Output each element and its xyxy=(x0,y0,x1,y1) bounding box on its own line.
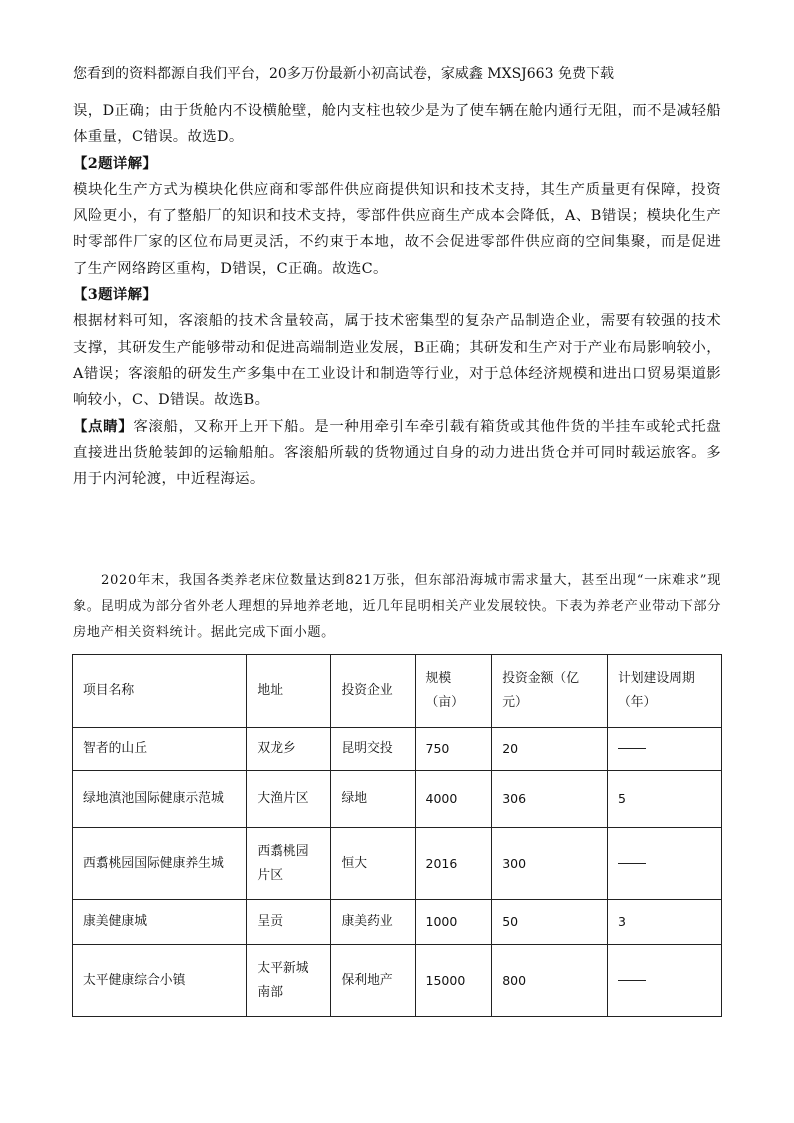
table-row xyxy=(73,900,722,945)
cell-scale: 2016 xyxy=(415,828,492,900)
cell-scale: 750 xyxy=(415,728,492,771)
cell-investment: 300 xyxy=(492,828,608,900)
table-header-row xyxy=(73,655,722,728)
cell-period xyxy=(607,828,721,900)
note-label: 【点睛】 xyxy=(73,417,134,435)
cell-address: 太平新城南部 xyxy=(247,945,331,1017)
dash-mark xyxy=(618,748,646,749)
note-text: 客滚船，又称开上开下船。是一种用牵引车牵引载有箱货或其他件货的半挂车或轮式托盘直接进出货舱装卸的运输船舶。客滚船所载的货物通过自身的动力进出货仓并可同时载运旅客。多用于内河轮渡，中近程海运。 xyxy=(73,418,721,488)
intro-paragraph: 2020年末，我国各类养老床位数量达到821万张，但东部沿海城市需求量大，甚至出现“一床难求”现象。昆明成为部分省外老人理想的异地养老地，近几年昆明相关产业发展较快。下表为养老产业带动下部分房地产相关资料统计。据此完成下面小题。 xyxy=(73,573,722,640)
header-address: 地址 xyxy=(247,655,331,728)
explanation-paragraph-2: 模块化生产方式为模块化供应商和零部件供应商提供知识和技术支持，其生产质量更有保障，投资风险更小，有了整船厂的知识和技术支持，零部件供应商生产成本会降低，A、B错误；模块化生产时零部件厂家的区位布局更灵活，不约束于本地，故不会促进零部件供应商的空间集聚，而是促进了生产网络跨区重构，D错误，C正确。故选C。 xyxy=(73,181,721,277)
cell-investment: 20 xyxy=(492,728,608,771)
download-notice: 您看到的资料都源自我们平台，20多万份最新小初高试卷，家威鑫 MXSJ663 免费下载 xyxy=(73,66,614,82)
table-row xyxy=(73,828,722,900)
question-2-heading: 【2题详解】 xyxy=(73,154,158,172)
header-investment: 投资金额（亿元） xyxy=(492,655,608,728)
cell-investor: 绿地 xyxy=(331,771,415,828)
cell-period xyxy=(607,945,721,1017)
cell-investor: 保利地产 xyxy=(331,945,415,1017)
cell-project-name: 西翥桃园国际健康养生城 xyxy=(73,828,247,900)
cell-scale: 1000 xyxy=(415,900,492,945)
header-scale: 规模（亩） xyxy=(415,655,492,728)
cell-project-name: 智者的山丘 xyxy=(73,728,247,771)
cell-project-name: 绿地滇池国际健康示范城 xyxy=(73,771,247,828)
cell-investment: 50 xyxy=(492,900,608,945)
cell-address: 双龙乡 xyxy=(247,728,331,771)
cell-address: 大渔片区 xyxy=(247,771,331,828)
cell-investor: 恒大 xyxy=(331,828,415,900)
explanation-paragraph-3: 根据材料可知，客滚船的技术含量较高，属于技术密集型的复杂产品制造企业，需要有较强的技术支撑，其研发生产能够带动和促进高端制造业发展，B正确；其研发和生产对于产业布局影响较小，A错误；客滚船的研发生产多集中在工业设计和制造等行业，对于总体经济规模和进出口贸易渠道影响较小，C、D错误。故选B。 xyxy=(73,313,721,409)
question-intro xyxy=(73,568,721,646)
cell-period xyxy=(607,728,721,771)
cell-investor: 昆明交投 xyxy=(331,728,415,771)
cell-investment: 306 xyxy=(492,771,608,828)
header-project-name: 项目名称 xyxy=(73,655,247,728)
dash-mark xyxy=(618,863,646,864)
cell-period: 5 xyxy=(607,771,721,828)
cell-scale: 4000 xyxy=(415,771,492,828)
header-period: 计划建设周期（年） xyxy=(607,655,721,728)
real-estate-table xyxy=(72,654,722,1017)
table-row xyxy=(73,945,722,1017)
header-investor: 投资企业 xyxy=(331,655,415,728)
cell-investor: 康美药业 xyxy=(331,900,415,945)
cell-project-name: 康美健康城 xyxy=(73,900,247,945)
answer-explanations xyxy=(73,98,721,492)
dash-mark xyxy=(618,980,646,981)
question-3-heading: 【3题详解】 xyxy=(73,286,158,304)
cell-address: 西翥桃园片区 xyxy=(247,828,331,900)
cell-scale: 15000 xyxy=(415,945,492,1017)
cell-period: 3 xyxy=(607,900,721,945)
note-paragraph xyxy=(73,414,721,493)
table-row xyxy=(73,771,722,828)
cell-address: 呈贡 xyxy=(247,900,331,945)
cell-investment: 800 xyxy=(492,945,608,1017)
explanation-paragraph-1: 误，D正确；由于货舱内不设横舱壁，舱内支柱也较少是为了使车辆在舱内通行无阻，而不是减轻船体重量，C错误。故选D。 xyxy=(73,103,721,146)
table-row xyxy=(73,728,722,771)
cell-project-name: 太平健康综合小镇 xyxy=(73,945,247,1017)
